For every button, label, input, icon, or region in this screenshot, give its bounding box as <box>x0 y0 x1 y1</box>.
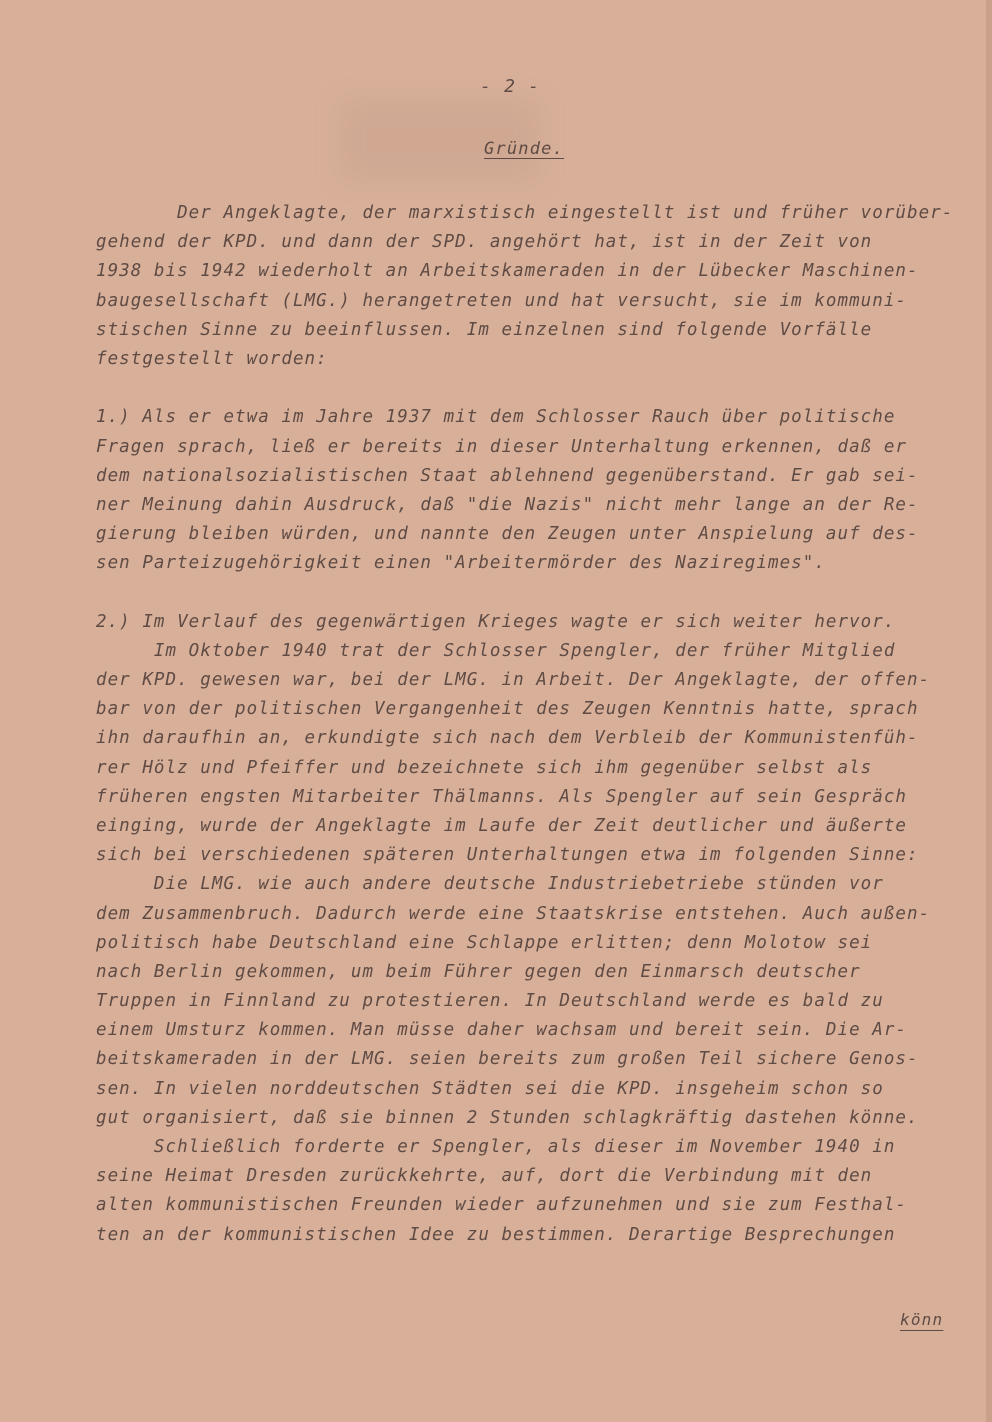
text-line: dem Zusammenbruch. Dadurch werde eine Staatskrise entstehen. Auch außen- <box>96 903 931 924</box>
catchword: könn <box>900 1310 944 1329</box>
text-line: alten kommunistischen Freunden wieder aufzunehmen und sie zum Festhal- <box>96 1195 908 1216</box>
text-line: Die LMG. wie auch andere deutsche Industriebetriebe stünden vor <box>96 874 884 895</box>
text-line: Im Oktober 1940 trat der Schlosser Spengler, der früher Mitglied <box>96 640 896 661</box>
text-line: sich bei verschiedenen späteren Unterhaltungen etwa im folgenden Sinne: <box>96 845 919 866</box>
text-line: 2.) Im Verlauf des gegenwärtigen Krieges wagte er sich weiter hervor. <box>96 611 896 632</box>
text-line: bar von der politischen Vergangenheit des Zeugen Kenntnis hatte, sprach <box>96 699 919 720</box>
text-line: ihn daraufhin an, erkundigte sich nach dem Verbleib der Kommunistenfüh- <box>96 728 919 749</box>
text-line: festgestellt worden: <box>96 348 328 369</box>
text-line: nach Berlin gekommen, um beim Führer gegen den Einmarsch deutscher <box>96 961 861 982</box>
text-line: sen. In vielen norddeutschen Städten sei die KPD. insgeheim schon so <box>96 1078 884 1099</box>
text-line: beitskameraden in der LMG. seien bereits zum großen Teil sichere Genos- <box>96 1049 919 1070</box>
text-line <box>96 374 992 403</box>
text-line: sen Parteizugehörigkeit einen "Arbeitermörder des Naziregimes". <box>96 553 826 574</box>
text-line: Fragen sprach, ließ er bereits in dieser Unterhaltung erkennen, daß er <box>96 436 908 457</box>
text-line: stischen Sinne zu beeinflussen. Im einzelnen sind folgende Vorfälle <box>96 319 873 340</box>
text-line: baugesellschaft (LMG.) herangetreten und hat versucht, sie im kommuni- <box>96 290 908 311</box>
text-line: der KPD. gewesen war, bei der LMG. in Arbeit. Der Angeklagte, der offen- <box>96 670 931 690</box>
text-line: dem nationalsozialistischen Staat ablehnend gegenüberstand. Er gab sei- <box>96 465 919 486</box>
text-line: gehend der KPD. und dann der SPD. angehört hat, ist in der Zeit von <box>96 232 873 253</box>
section-heading: Gründe. <box>484 139 565 159</box>
text-line: Schließlich forderte er Spengler, als dieser im November 1940 in <box>96 1137 896 1157</box>
page-number: - 2 - <box>480 76 541 97</box>
text-line: 1.) Als er etwa im Jahre 1937 mit dem Schlosser Rauch über politische <box>96 407 896 428</box>
text-line: politisch habe Deutschland eine Schlappe erlitten; denn Molotow sei <box>96 932 873 953</box>
text-line: Truppen in Finnland zu protestieren. In Deutschland werde es bald zu <box>96 991 884 1012</box>
text-line: ner Meinung dahin Ausdruck, daß "die Nazis" nicht mehr lange an der Re- <box>96 494 919 515</box>
text-line: rer Hölz und Pfeiffer und bezeichnete sich ihm gegenüber selbst als <box>96 757 873 778</box>
text-line: 1938 bis 1942 wiederholt an Arbeitskameraden in der Lübecker Maschinen- <box>96 261 919 282</box>
text-line: ten an der kommunistischen Idee zu bestimmen. Derartige Besprechungen <box>96 1224 896 1245</box>
text-line: früheren engsten Mitarbeiter Thälmanns. Als Spengler auf sein Gespräch <box>96 786 908 807</box>
text-line: Der Angeklagte, der marxistisch eingestellt ist und früher vorüber- <box>96 203 954 223</box>
text-line: seine Heimat Dresden zurückkehrte, auf, dort die Verbindung mit den <box>96 1166 873 1187</box>
text-line: einging, wurde der Angeklagte im Laufe der Zeit deutlicher und äußerte <box>96 815 908 836</box>
text-line: einem Umsturz kommen. Man müsse daher wachsam und bereit sein. Die Ar- <box>96 1020 908 1041</box>
text-line: gierung bleiben würden, und nannte den Zeugen unter Anspielung auf des- <box>96 524 919 545</box>
body-text <box>96 199 992 1250</box>
text-line <box>96 578 992 607</box>
text-line: gut organisiert, daß sie binnen 2 Stunden schlagkräftig dastehen könne. <box>96 1107 919 1128</box>
